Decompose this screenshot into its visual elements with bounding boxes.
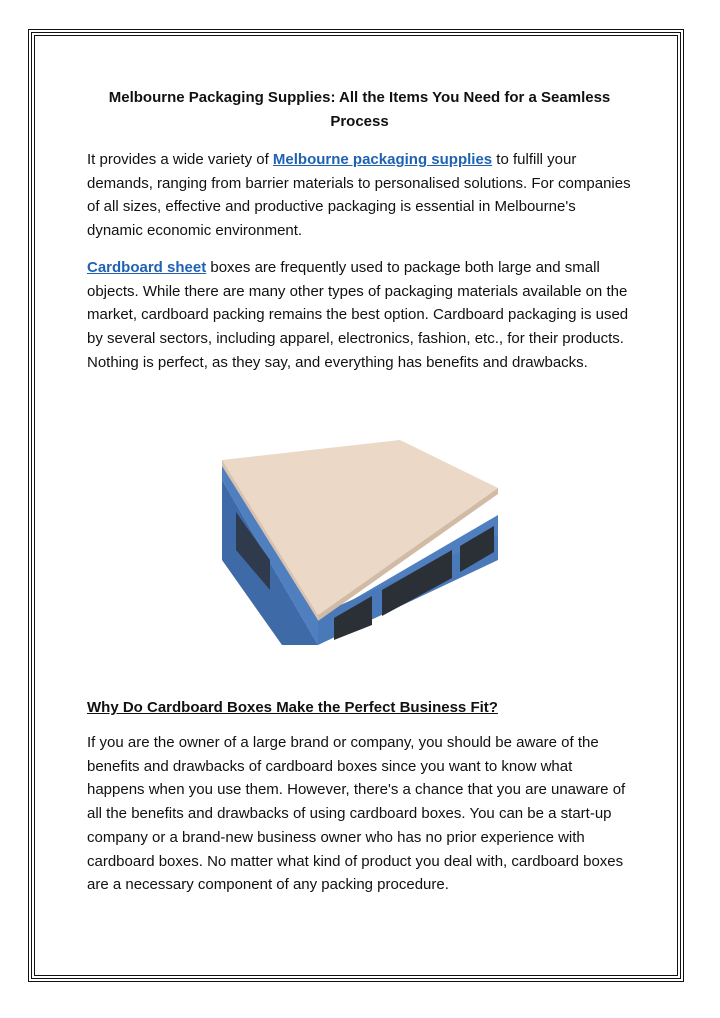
paragraph-cardboard-text: boxes are frequently used to package both large and small objects. While there are many other types of packaging materials available on the market, cardboard packing remains the best option. Cardboard packaging is used by several sectors, including apparel, electronics, fashion, etc., for their products. Nothing is perfect, as they say, and everything has benefits and drawbacks.: [87, 258, 629, 371]
page-title: Melbourne Packaging Supplies: All the Items You Need for a Seamless Process: [108, 89, 611, 130]
melbourne-packaging-supplies-link[interactable]: Melbourne packaging supplies: [272, 151, 493, 168]
paragraph-intro-text-1: It provides a wide variety of: [87, 151, 273, 168]
article-body: [87, 86, 632, 387]
section-heading: Why Do Cardboard Boxes Make the Perfect Business Fit?: [87, 699, 498, 716]
paragraph-intro-text-2: to fulfill your demands, ranging from barrier materials to personalised solutions. For companies of all sizes, effective and productive packaging is essential in Melbourne's dynamic economic environment.: [87, 151, 631, 240]
article-body-2: [87, 731, 632, 910]
cardboard-sheet-link[interactable]: Cardboard sheet: [87, 258, 207, 276]
paragraph-business-fit: If you are the owner of a large brand or company, you should be aware of the benefits and drawbacks of cardboard boxes since you want to know what happens when you use them. However, there's a chance that you are unaware of all the benefits and drawbacks of using cardboard boxes. You can be a start-up company or a brand-new business owner who has no prior experience with cardboard boxes. No matter what kind of product you deal with, cardboard boxes are a necessary component of any packing procedure.: [87, 734, 626, 894]
paragraph-cardboard: [87, 256, 632, 375]
paragraph-intro: [87, 148, 632, 243]
cardboard-sheet-pallet-image: [222, 440, 498, 650]
